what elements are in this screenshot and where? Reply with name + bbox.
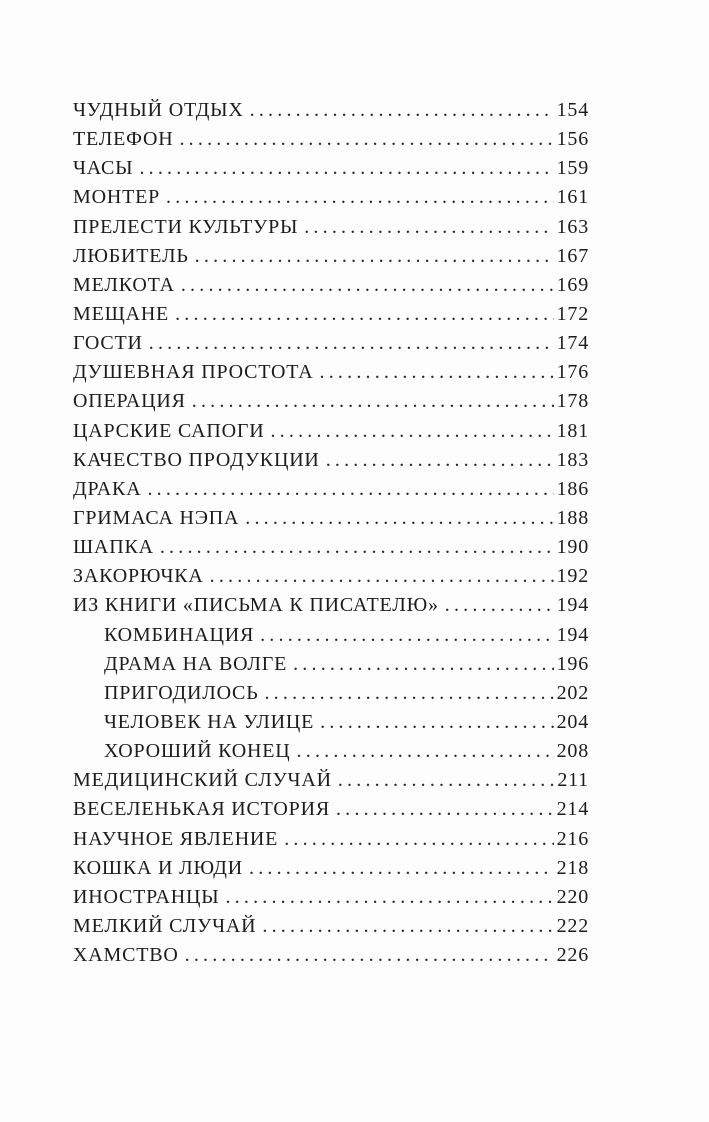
toc-entry-page: 183 bbox=[556, 448, 589, 471]
toc-entry-page: 196 bbox=[556, 652, 589, 675]
dot-leader bbox=[149, 329, 554, 358]
toc-entry-title: МЕЩАНЕ bbox=[73, 302, 170, 325]
toc-entry-page: 154 bbox=[556, 99, 589, 121]
dot-leader bbox=[336, 795, 554, 824]
toc-row bbox=[73, 795, 589, 824]
toc-entry-title: ИНОСТРАНЦЫ bbox=[73, 885, 220, 908]
toc-entry-title: ЗАКОРЮЧКА bbox=[73, 565, 204, 588]
toc-entry-page: 190 bbox=[556, 536, 589, 559]
dot-leader bbox=[320, 358, 554, 387]
dot-leader bbox=[166, 183, 554, 212]
toc-entry-page: 216 bbox=[556, 827, 589, 850]
toc-entry-page: 169 bbox=[556, 273, 589, 296]
toc-entry-title: ПРЕЛЕСТИ КУЛЬТУРЫ bbox=[73, 215, 299, 238]
dot-leader bbox=[185, 941, 554, 970]
toc-row bbox=[73, 883, 589, 912]
dot-leader bbox=[293, 650, 553, 679]
toc-entry-title: ВЕСЕЛЕНЬКАЯ ИСТОРИЯ bbox=[73, 798, 330, 821]
toc-entry-page: 214 bbox=[556, 798, 589, 821]
toc-entry-title: КОШКА И ЛЮДИ bbox=[73, 856, 243, 879]
toc-row bbox=[73, 446, 589, 475]
toc-entry-title: ДУШЕВНАЯ ПРОСТОТА bbox=[73, 361, 314, 384]
dot-leader bbox=[264, 679, 553, 708]
dot-leader bbox=[250, 96, 554, 125]
toc-entry-title: ХАМСТВО bbox=[73, 944, 179, 967]
dot-leader bbox=[297, 737, 554, 766]
toc-entry-title: ЛЮБИТЕЛЬ bbox=[73, 244, 189, 267]
toc-entry-page: 222 bbox=[556, 914, 589, 937]
toc-row bbox=[73, 271, 589, 300]
dot-leader bbox=[225, 883, 553, 912]
toc-row bbox=[73, 96, 589, 125]
dot-leader bbox=[175, 300, 554, 329]
dot-leader bbox=[192, 387, 554, 416]
toc-row bbox=[73, 737, 589, 766]
toc-entry-page: 181 bbox=[556, 419, 589, 442]
toc-entry-title: ХОРОШИЙ КОНЕЦ bbox=[104, 740, 291, 763]
toc-entry-page: 211 bbox=[557, 769, 589, 792]
toc-entry-title: ТЕЛЕФОН bbox=[73, 128, 174, 151]
dot-leader bbox=[245, 504, 553, 533]
toc-row bbox=[73, 533, 589, 562]
toc-entry-page: 167 bbox=[556, 244, 589, 267]
toc-row bbox=[73, 475, 589, 504]
toc-entry-page: 192 bbox=[556, 565, 589, 588]
toc-entry-page: 156 bbox=[556, 128, 589, 151]
toc-row bbox=[73, 854, 589, 883]
toc-row bbox=[73, 621, 589, 650]
toc-entry-title: ДРАКА bbox=[73, 477, 142, 500]
dot-leader bbox=[260, 621, 553, 650]
dot-leader bbox=[147, 475, 553, 504]
toc-row bbox=[73, 358, 589, 387]
toc-entry-page: 159 bbox=[556, 157, 589, 180]
toc-row bbox=[73, 329, 589, 358]
toc-row bbox=[73, 591, 589, 620]
toc-row bbox=[73, 300, 589, 329]
dot-leader bbox=[320, 708, 553, 737]
toc-entry-page: 226 bbox=[556, 944, 589, 967]
toc-entry-title: ЧЕЛОВЕК НА УЛИЦЕ bbox=[104, 710, 315, 733]
toc-entry-page: 172 bbox=[556, 302, 589, 325]
dot-leader bbox=[445, 591, 554, 620]
toc-entry-title: ЦАРСКИЕ САПОГИ bbox=[73, 419, 265, 442]
toc-entry-page: 178 bbox=[556, 390, 589, 413]
toc-entry-page: 218 bbox=[556, 856, 589, 879]
toc-entry-title: ШАПКА bbox=[73, 536, 154, 559]
toc-entry-title: ГРИМАСА НЭПА bbox=[73, 506, 240, 529]
toc-row bbox=[73, 708, 589, 737]
table-of-contents bbox=[73, 96, 589, 970]
dot-leader bbox=[326, 446, 554, 475]
dot-leader bbox=[304, 213, 553, 242]
dot-leader bbox=[338, 766, 554, 795]
toc-row bbox=[73, 242, 589, 271]
toc-row bbox=[73, 679, 589, 708]
toc-row bbox=[73, 417, 589, 446]
dot-leader bbox=[179, 125, 553, 154]
toc-entry-title: ЧУДНЫЙ ОТДЫХ bbox=[73, 99, 244, 121]
toc-entry-page: 163 bbox=[556, 215, 589, 238]
toc-entry-page: 188 bbox=[556, 506, 589, 529]
toc-entry-title: КАЧЕСТВО ПРОДУКЦИИ bbox=[73, 448, 320, 471]
dot-leader bbox=[249, 854, 554, 883]
toc-entry-page: 204 bbox=[556, 710, 589, 733]
dot-leader bbox=[160, 533, 554, 562]
toc-row bbox=[73, 183, 589, 212]
toc-entry-title: ЧАСЫ bbox=[73, 157, 134, 180]
dot-leader bbox=[181, 271, 554, 300]
dot-leader bbox=[210, 562, 554, 591]
toc-entry-title: ИЗ КНИГИ «ПИСЬМА К ПИСАТЕЛЮ» bbox=[73, 594, 439, 617]
toc-entry-page: 194 bbox=[556, 594, 589, 617]
toc-entry-page: 202 bbox=[556, 681, 589, 704]
toc-row bbox=[73, 912, 589, 941]
toc-entry-title: ДРАМА НА ВОЛГЕ bbox=[104, 652, 288, 675]
toc-row bbox=[73, 825, 589, 854]
dot-leader bbox=[139, 154, 553, 183]
toc-row bbox=[73, 154, 589, 183]
toc-entry-title: МЕЛКИЙ СЛУЧАЙ bbox=[73, 914, 257, 937]
toc-entry-title: МЕДИЦИНСКИЙ СЛУЧАЙ bbox=[73, 769, 332, 792]
toc-row bbox=[73, 387, 589, 416]
dot-leader bbox=[270, 417, 553, 446]
toc-entry-title: ПРИГОДИЛОСЬ bbox=[104, 681, 259, 704]
toc-row bbox=[73, 562, 589, 591]
toc-entry-title: МЕЛКОТА bbox=[73, 273, 175, 296]
toc-row bbox=[73, 504, 589, 533]
toc-entry-title: КОМБИНАЦИЯ bbox=[104, 623, 255, 646]
toc-entry-title: ГОСТИ bbox=[73, 332, 143, 355]
toc-entry-page: 161 bbox=[556, 186, 589, 209]
toc-entry-title: ОПЕРАЦИЯ bbox=[73, 390, 186, 413]
toc-row bbox=[73, 125, 589, 154]
toc-row bbox=[73, 650, 589, 679]
toc-row bbox=[73, 766, 589, 795]
dot-leader bbox=[262, 912, 553, 941]
toc-entry-page: 220 bbox=[556, 885, 589, 908]
toc-entry-page: 194 bbox=[556, 623, 589, 646]
toc-entry-page: 176 bbox=[556, 361, 589, 384]
toc-entry-title: МОНТЕР bbox=[73, 186, 161, 209]
dot-leader bbox=[284, 825, 553, 854]
toc-entry-title: НАУЧНОЕ ЯВЛЕНИЕ bbox=[73, 827, 279, 850]
dot-leader bbox=[195, 242, 554, 271]
toc-row bbox=[73, 941, 589, 970]
toc-row bbox=[73, 213, 589, 242]
toc-entry-page: 174 bbox=[556, 332, 589, 355]
toc-entry-page: 208 bbox=[556, 740, 589, 763]
toc-entry-page: 186 bbox=[556, 477, 589, 500]
